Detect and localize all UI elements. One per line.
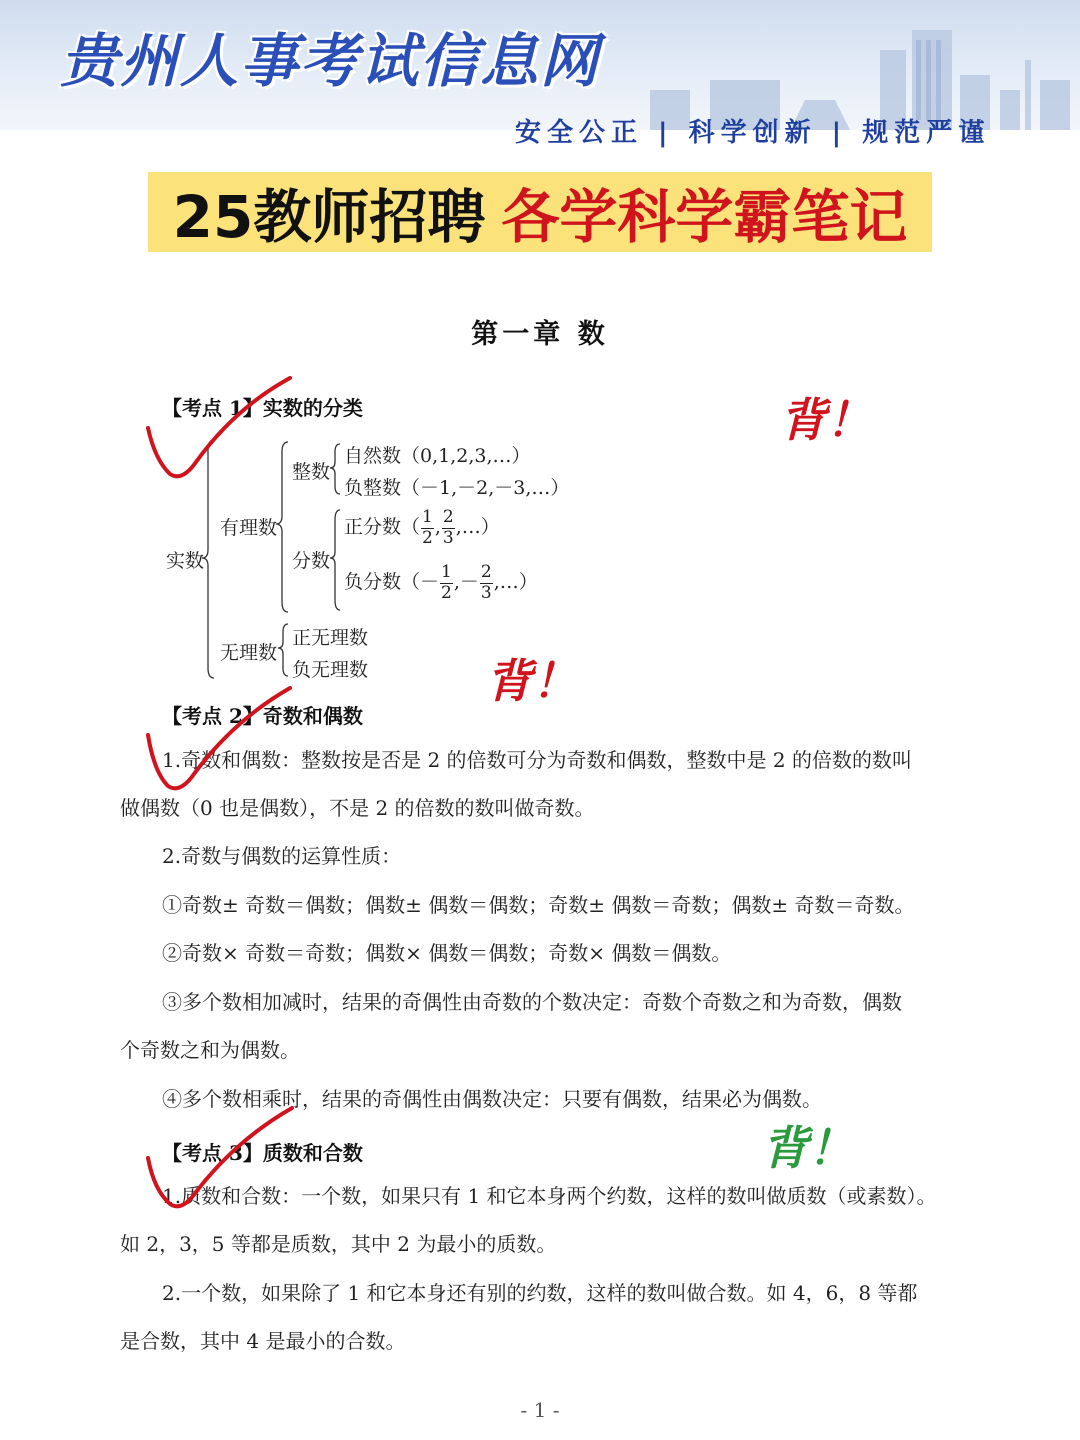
handwritten-note: 背！ — [780, 393, 872, 447]
tree-irrational: 无理数 — [220, 642, 278, 664]
headline-part-2: 各学科学霸笔记 — [501, 183, 908, 251]
chapter-title: 第一章 数 — [471, 319, 609, 350]
negative-fraction-tail: ,…） — [493, 571, 538, 594]
fraction-numerator: 2 — [480, 562, 492, 582]
paragraph: 是合数，其中 4 是最小的合数。 — [120, 1329, 406, 1353]
tree-natural: 自然数（0,1,2,3,…） — [344, 445, 531, 467]
section-1-heading: 【考点 1】实数的分类 — [162, 396, 363, 420]
tree-positive-fraction — [344, 508, 500, 548]
site-banner — [0, 0, 1080, 148]
paragraph: ④多个数相乘时，结果的奇偶性由偶数决定：只要有偶数，结果必为偶数。 — [162, 1087, 822, 1111]
fraction-denominator: 3 — [480, 582, 492, 603]
negative-fraction-label: 负分数（－ — [344, 571, 440, 594]
check-marks — [148, 378, 292, 1206]
paragraph: 做偶数（0 也是偶数），不是 2 的倍数的数叫做奇数。 — [120, 796, 595, 820]
fraction-one-half — [421, 508, 434, 548]
fraction-numerator: 1 — [441, 562, 452, 582]
paragraph: ①奇数± 奇数＝偶数；偶数± 偶数＝偶数；奇数± 偶数＝奇数；偶数± 奇数＝奇数。 — [162, 893, 915, 917]
paragraph: ③多个数相加减时，结果的奇偶性由奇数的个数决定：奇数个奇数之和为奇数，偶数 — [162, 990, 902, 1014]
tree-real-numbers: 实数 — [166, 550, 205, 572]
paragraph: ②奇数× 奇数＝奇数；偶数× 偶数＝偶数；奇数× 偶数＝偶数。 — [162, 941, 732, 965]
tree-fractions: 分数 — [292, 550, 331, 572]
negative-fraction-mid: ,－ — [453, 571, 479, 594]
fraction-one-half — [440, 563, 453, 603]
tree-integers: 整数 — [292, 461, 331, 483]
paragraph: 2.奇数与偶数的运算性质： — [162, 844, 402, 868]
handwritten-note: 背！ — [762, 1121, 854, 1175]
paragraph: 1.奇数和偶数：整数按是否是 2 的倍数可分为奇数和偶数，整数中是 2 的倍数的数叫 — [162, 748, 912, 772]
tree-negative-integer: 负整数（－1,－2,－3,…） — [344, 477, 570, 499]
positive-fraction-tail: ,…） — [455, 516, 500, 539]
section-2-heading: 【考点 2】奇数和偶数 — [162, 704, 363, 728]
fraction-denominator: 3 — [442, 527, 454, 548]
tree-positive-irrational: 正无理数 — [292, 627, 369, 649]
paragraph: 1.质数和合数：一个数，如果只有 1 和它本身两个约数，这样的数叫做质数（或素数）。 — [162, 1184, 937, 1208]
fraction-numerator: 1 — [422, 507, 433, 527]
fraction-two-thirds — [442, 508, 455, 548]
fraction-denominator: 2 — [441, 582, 452, 603]
fraction-numerator: 2 — [442, 507, 454, 527]
fraction-denominator: 2 — [422, 527, 433, 548]
page-number: - 1 - — [520, 1398, 560, 1422]
section-3-heading: 【考点 3】质数和合数 — [162, 1141, 363, 1165]
tree-negative-fraction — [344, 563, 538, 603]
headline-part-1: 25教师招聘 — [172, 183, 486, 251]
tree-negative-irrational: 负无理数 — [292, 659, 369, 681]
paragraph: 个奇数之和为偶数。 — [120, 1038, 300, 1062]
tree-rational: 有理数 — [220, 517, 278, 539]
paragraph: 2.一个数，如果除了 1 和它本身还有别的约数，这样的数叫做合数。如 4，6，8 等都 — [162, 1281, 918, 1305]
site-title: 贵州人事考试信息网 — [60, 27, 601, 95]
comma: , — [434, 516, 441, 539]
positive-fraction-label: 正分数（ — [344, 516, 421, 539]
fraction-two-thirds — [480, 563, 493, 603]
handwritten-note: 背！ — [486, 654, 578, 708]
paragraph: 如 2，3，5 等都是质数，其中 2 为最小的质数。 — [120, 1232, 557, 1256]
site-slogan: 安全公正 | 科学创新 | 规范严谨 — [515, 118, 991, 148]
headline-banner — [148, 172, 932, 252]
